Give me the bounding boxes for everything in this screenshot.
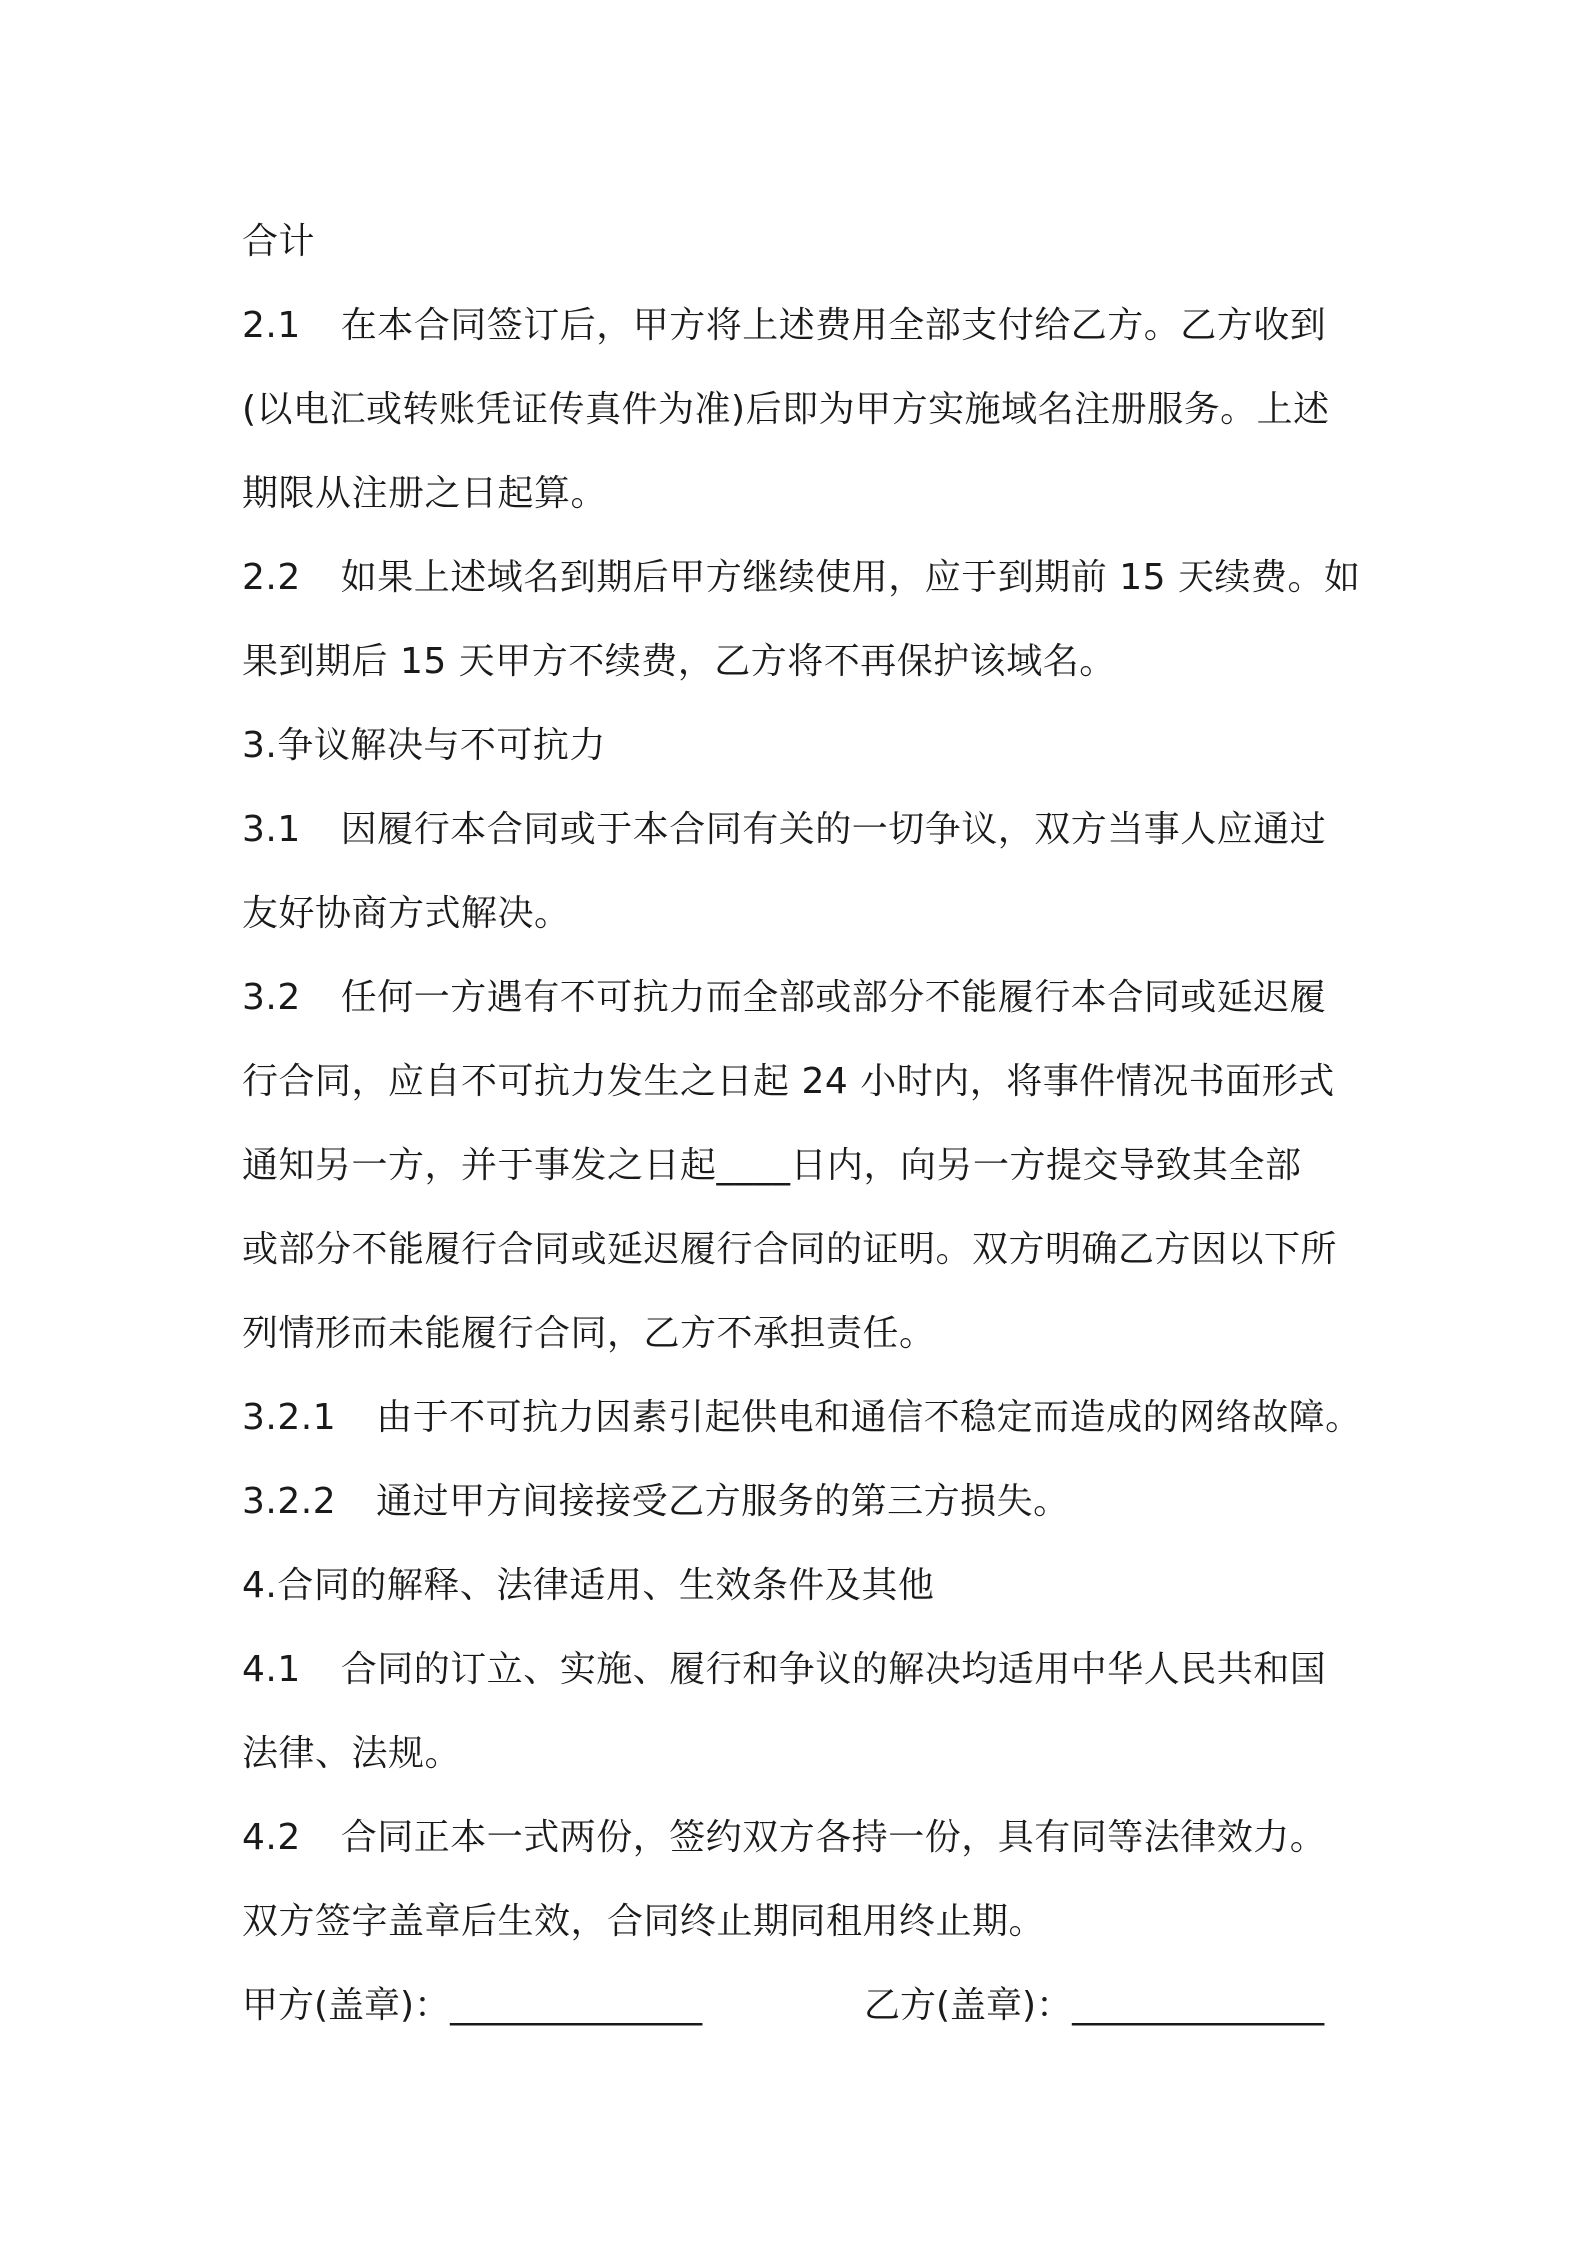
- document-line: [242, 368, 1362, 452]
- document-line: [242, 872, 1362, 956]
- document-page: [242, 200, 1362, 2048]
- line-text: 3.争议解决与不可抗力: [242, 725, 606, 766]
- document-line: [242, 788, 1362, 872]
- clause-number: 3.2: [242, 977, 301, 1018]
- party-a-signature: 甲方(盖章)：______________: [242, 1985, 703, 2026]
- line-text: 因履行本合同或于本合同有关的一切争议，双方当事人应通过: [340, 809, 1327, 850]
- document-line: [242, 284, 1362, 368]
- document-line: [242, 1628, 1362, 1712]
- document-line: [242, 1124, 1362, 1208]
- party-b-signature: 乙方(盖章)：______________: [864, 1985, 1325, 2026]
- document-line: [242, 1040, 1362, 1124]
- line-text: 或部分不能履行合同或延迟履行合同的证明。双方明确乙方因以下所: [242, 1229, 1338, 1270]
- line-text: 如果上述域名到期后甲方继续使用，应于到期前 15 天续费。如: [340, 557, 1361, 598]
- line-text: 在本合同签订后，甲方将上述费用全部支付给乙方。乙方收到: [340, 305, 1327, 346]
- line-text: 合计: [242, 221, 316, 262]
- clause-number: 2.1: [242, 305, 301, 346]
- document-line: [242, 1376, 1362, 1460]
- document-line: [242, 1460, 1362, 1544]
- line-text: 合同的订立、实施、履行和争议的解决均适用中华人民共和国: [340, 1649, 1327, 1690]
- line-text: 法律、法规。: [242, 1733, 462, 1774]
- signature-row: [242, 1964, 1362, 2048]
- document-line: [242, 1208, 1362, 1292]
- line-text: 期限从注册之日起算。: [242, 473, 608, 514]
- line-text: 双方签字盖章后生效，合同终止期同租用终止期。: [242, 1901, 1046, 1942]
- line-text: (以电汇或转账凭证传真件为准)后即为甲方实施域名注册服务。上述: [242, 389, 1330, 430]
- line-text: 友好协商方式解决。: [242, 893, 571, 934]
- clause-number: 3.2.2: [242, 1481, 337, 1522]
- clause-number: 4.1: [242, 1649, 301, 1690]
- document-line: [242, 956, 1362, 1040]
- clause-number: 3.1: [242, 809, 301, 850]
- document-line: [242, 620, 1362, 704]
- clause-number: 2.2: [242, 557, 301, 598]
- clause-number: 3.2.1: [242, 1397, 337, 1438]
- document-line: [242, 536, 1362, 620]
- clause-number: 4.2: [242, 1817, 301, 1858]
- line-text: 列情形而未能履行合同，乙方不承担责任。: [242, 1313, 936, 1354]
- line-text: 合同正本一式两份，签约双方各持一份，具有同等法律效力。: [340, 1817, 1327, 1858]
- document-line: [242, 1292, 1362, 1376]
- document-line: [242, 1544, 1362, 1628]
- document-line: [242, 1712, 1362, 1796]
- document-body: [242, 200, 1362, 1964]
- line-text: 果到期后 15 天甲方不续费，乙方将不再保护该域名。: [242, 641, 1116, 682]
- line-text: 通知另一方，并于事发之日起____日内，向另一方提交导致其全部: [242, 1145, 1302, 1186]
- line-text: 通过甲方间接接受乙方服务的第三方损失。: [376, 1481, 1070, 1522]
- document-line: [242, 704, 1362, 788]
- line-text: 4.合同的解释、法律适用、生效条件及其他: [242, 1565, 935, 1606]
- document-line: [242, 1880, 1362, 1964]
- line-text: 由于不可抗力因素引起供电和通信不稳定而造成的网络故障。: [376, 1397, 1362, 1438]
- line-text: 行合同，应自不可抗力发生之日起 24 小时内，将事件情况书面形式: [242, 1061, 1335, 1102]
- document-line: [242, 200, 1362, 284]
- line-text: 任何一方遇有不可抗力而全部或部分不能履行本合同或延迟履: [340, 977, 1327, 1018]
- document-line: [242, 452, 1362, 536]
- document-line: [242, 1796, 1362, 1880]
